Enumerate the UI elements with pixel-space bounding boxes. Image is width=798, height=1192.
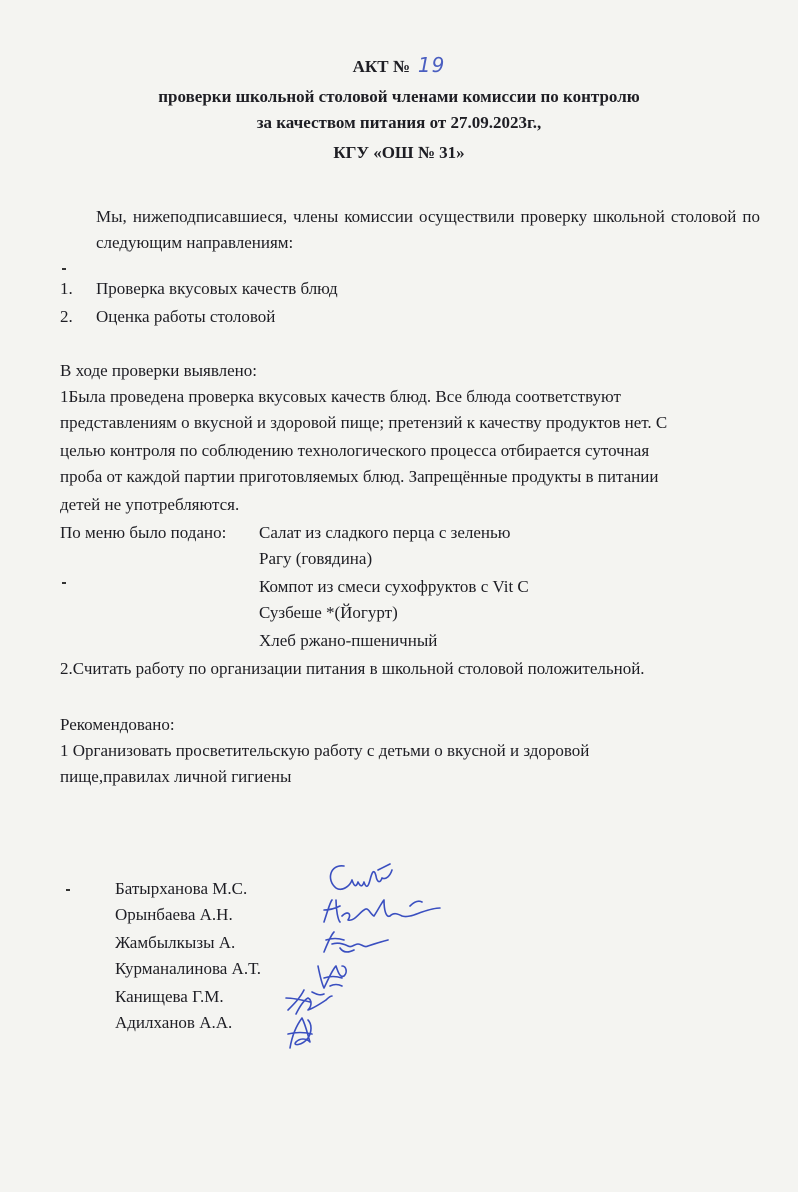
findings-line: целью контроля по соблюдению технологического процесса отбирается суточная	[60, 441, 650, 460]
recommendation-line: пище,правилах личной гигиены	[60, 767, 292, 786]
act-number-handwritten: 19	[417, 53, 446, 77]
title-line-3: за качеством питания от 27.09.2023г.,	[256, 113, 542, 132]
findings-line: детей не употребляются.	[60, 495, 240, 514]
menu-item: Хлеб ржано-пшеничный	[259, 631, 438, 650]
findings-heading: В ходе проверки выявлено:	[60, 361, 257, 380]
signature-6	[282, 1010, 322, 1054]
signatory-name: Канищева Г.М.	[115, 987, 224, 1006]
title-line-2: проверки школьной столовой членами комиссии по контролю	[158, 87, 640, 106]
signatory-name: Адилханов А.А.	[115, 1013, 233, 1032]
conclusion: 2.Считать работу по организации питания в школьной столовой положительной.	[60, 659, 645, 678]
signatory-name: Батырханова М.С.	[115, 879, 248, 898]
act-label: АКТ №	[352, 57, 410, 76]
menu-item: Рагу (говядина)	[259, 549, 373, 568]
signatory-name: Орынбаева А.Н.	[115, 905, 233, 924]
menu-item: Салат из сладкого перца с зеленью	[259, 523, 511, 542]
recommendations-heading: Рекомендовано:	[60, 715, 175, 734]
scan-mark	[66, 889, 70, 891]
list-item-number: 1.	[60, 279, 73, 298]
findings-line: представлениям о вкусной и здоровой пище; претензий к качеству продуктов нет. С	[60, 413, 668, 432]
findings-line: 1Была проведена проверка вкусовых качеств блюд. Все блюда соответствуют	[60, 387, 621, 406]
menu-label: По меню было подано:	[60, 523, 227, 542]
act-title-line	[0, 52, 798, 80]
document-title	[0, 52, 798, 166]
list-item-text: Оценка работы столовой	[96, 307, 276, 326]
signatory-name: Жамбылкызы А.	[115, 933, 236, 952]
list-item-text: Проверка вкусовых качеств блюд	[96, 279, 338, 298]
findings-line: проба от каждой партии приготовляемых блюд. Запрещённые продукты в питании	[60, 467, 659, 486]
title-line-4: КГУ «ОШ № 31»	[333, 143, 465, 162]
list-item-number: 2.	[60, 307, 73, 326]
scan-mark	[62, 582, 66, 584]
menu-item: Компот из смеси сухофруктов с Vit C	[259, 577, 529, 596]
signatory-name: Курманалинова А.Т.	[115, 959, 262, 978]
intro-paragraph: Мы, нижеподписавшиеся, члены комиссии осуществили проверку школьной столовой по следующим направлениям:	[96, 207, 760, 252]
recommendation-line: 1 Организовать просветительскую работу с детьми о вкусной и здоровой	[60, 741, 590, 760]
scan-mark	[62, 268, 66, 270]
menu-item: Сузбеше *(Йогурт)	[259, 603, 398, 622]
